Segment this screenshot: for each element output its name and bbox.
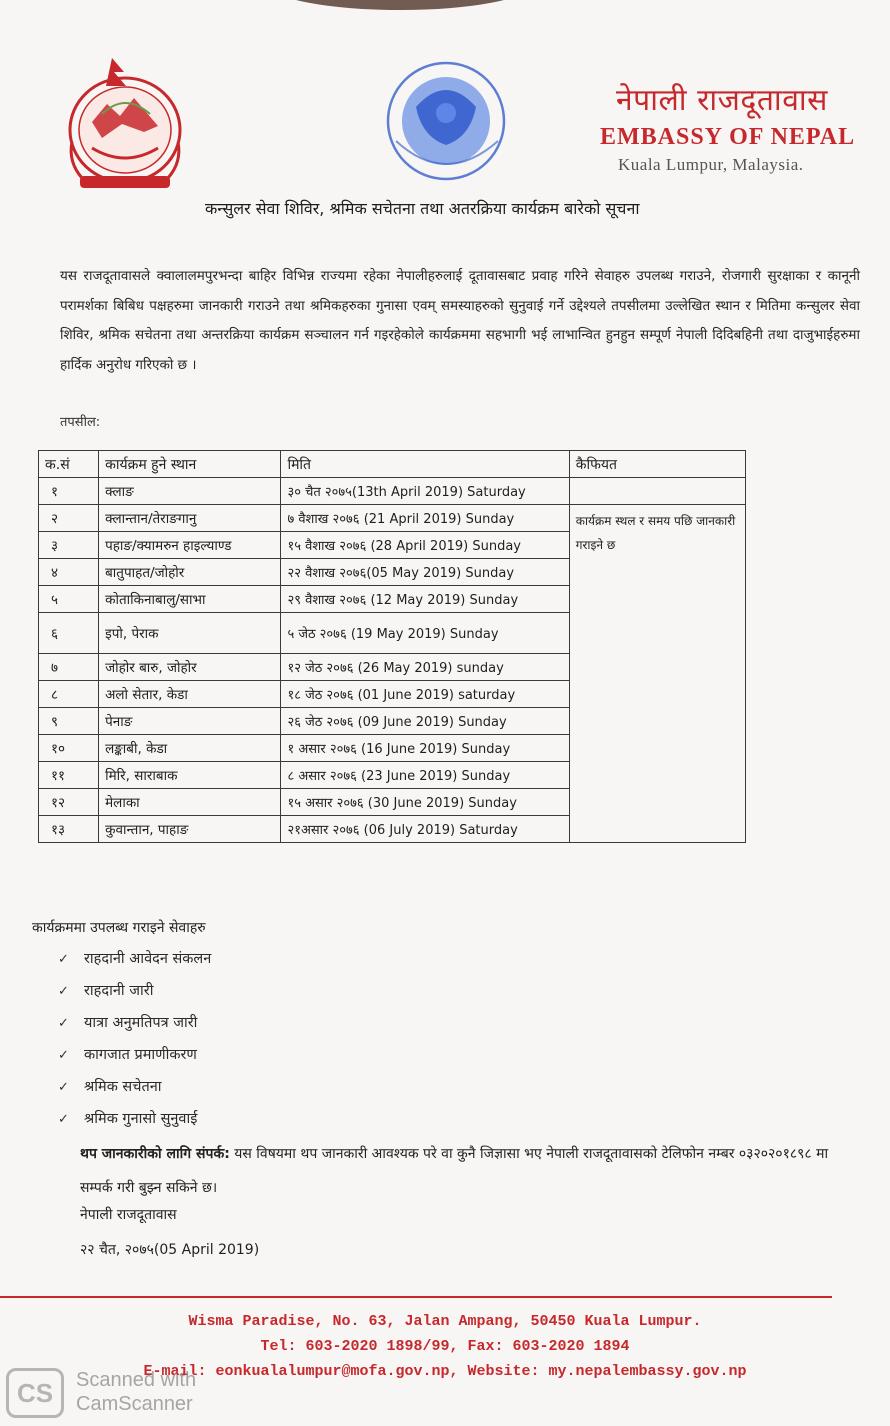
row-date: ८ असार २०७६ (23 June 2019) Sunday — [281, 762, 569, 789]
row-date: १८ जेठ २०७६ (01 June 2019) saturday — [281, 681, 569, 708]
checkmark-icon: ✓ — [58, 952, 69, 967]
row-date: २१असार २०७६ (06 July 2019) Saturday — [281, 816, 569, 843]
signature-name: नेपाली राजदूतावास — [80, 1207, 177, 1223]
row-date: ५ जेठ २०७६ (19 May 2019) Sunday — [281, 613, 569, 654]
row-place: मेलाका — [99, 789, 281, 816]
row-place: पहाङ/क्यामरुन हाइल्याण्ड — [99, 532, 281, 559]
row-serial: १२ — [39, 789, 99, 816]
row-place: इपो, पेराक — [99, 613, 281, 654]
intro-paragraph: यस राजदूतावासले क्वालालमपुरभन्दा बाहिर विभिन्न राज्यमा रहेका नेपालीहरुलाई दूतावासबाट प्रवाह गरिने सेवाहरु उपलब्ध गराउने, रोजगारी सुरक्षाका र कानूनी परामर्शका बिबिध पक्षहरुमा जानकारी गराउने तथा श्रमिकहरुका गुनासा एवम् समस्याहरुको सुनुवाई गर्ने उद्देश्यले तपसीलमा उल्लेखित स्थान र मितिमा कन्सुलर सेवा शिविर, श्रमिक सचेतना तथा अन्तरक्रिया कार्यक्रम सञ्चालन गर्न गइरहेकोले कार्यक्रममा सहभागी भई लाभान्वित हुनहुन सम्पूर्ण नेपाली दिदिबहिनी तथा दाजुभाईहरुमा हार्दिक अनुरोध गरिएको छ । — [60, 268, 860, 373]
row-serial: ६ — [39, 613, 99, 654]
row-serial: ११ — [39, 762, 99, 789]
checkmark-icon: ✓ — [58, 1048, 69, 1063]
camscanner-watermark — [76, 1368, 196, 1416]
table-row — [39, 478, 746, 505]
row-date: १ असार २०७६ (16 June 2019) Sunday — [281, 735, 569, 762]
row-date: ३० चैत २०७५(13th April 2019) Saturday — [281, 478, 569, 505]
footer-divider — [0, 1296, 832, 1298]
row-serial: ८ — [39, 681, 99, 708]
list-item — [58, 1108, 211, 1140]
services-list — [58, 948, 211, 1140]
row-serial: ७ — [39, 654, 99, 681]
service-label: राहदानी आवेदन संकलन — [84, 951, 212, 967]
service-label: श्रमिक गुनासो सुनुवाई — [84, 1111, 198, 1127]
embassy-name-english: EMBASSY OF NEPAL — [600, 124, 856, 150]
header-serial: क.सं — [39, 451, 99, 478]
service-label: राहदानी जारी — [84, 983, 154, 999]
row-place: अलो सेतार, केडा — [99, 681, 281, 708]
row-serial: २ — [39, 505, 99, 532]
row-date: ७ वैशाख २०७६ (21 April 2019) Sunday — [281, 505, 569, 532]
footer-address: Wisma Paradise, No. 63, Jalan Ampang, 50450 Kuala Lumpur. — [188, 1313, 702, 1330]
row-date: २२ वैशाख २०७६(05 May 2019) Sunday — [281, 559, 569, 586]
row-place: क्लान्तान/तेराङगानु — [99, 505, 281, 532]
table-header-row — [39, 451, 746, 478]
row-serial: ९ — [39, 708, 99, 735]
watermark-line-1: Scanned with — [76, 1369, 197, 1391]
row-serial: १३ — [39, 816, 99, 843]
signature-date: २२ चैत, २०७५(05 April 2019) — [80, 1242, 260, 1258]
service-label: कागजात प्रमाणीकरण — [84, 1047, 197, 1063]
contact-text: यस विषयमा थप जानकारी आवश्यक परे वा कुनै जिज्ञासा भए नेपाली राजदूतावासको टेलिफोन नम्बर ०३२०२०१८९८ मा सम्पर्क गरी बुझ्न सकिने छ। — [80, 1146, 829, 1196]
remarks-cell: कार्यक्रम स्थल र समय पछि जानकारी गराइने छ — [569, 505, 745, 843]
row-place: बातुपाहत/जोहोर — [99, 559, 281, 586]
footer-phone: Tel: 603-2020 1898/99, Fax: 603-2020 1894 — [260, 1338, 630, 1355]
row-date: २९ वैशाख २०७६ (12 May 2019) Sunday — [281, 586, 569, 613]
row-date: १२ जेठ २०७६ (26 May 2019) sunday — [281, 654, 569, 681]
watermark-line-2: CamScanner — [76, 1393, 193, 1415]
service-label: श्रमिक सचेतना — [84, 1079, 162, 1095]
list-item — [58, 1012, 211, 1044]
services-heading: कार्यक्रममा उपलब्ध गराइने सेवाहरु — [32, 920, 206, 936]
list-item — [58, 1044, 211, 1076]
header-place: कार्यक्रम हुने स्थान — [99, 451, 281, 478]
embassy-stamp-icon — [380, 55, 515, 185]
schedule-table — [38, 450, 746, 843]
row-date: २६ जेठ २०७६ (09 June 2019) Sunday — [281, 708, 569, 735]
row-serial: ३ — [39, 532, 99, 559]
checkmark-icon: ✓ — [58, 1016, 69, 1031]
table-row — [39, 505, 746, 532]
row-serial: १० — [39, 735, 99, 762]
camscanner-logo-icon: CS — [6, 1368, 64, 1418]
row-place: कोताकिनाबालु/साभा — [99, 586, 281, 613]
list-item — [58, 948, 211, 980]
row-date: १५ वैशाख २०७६ (28 April 2019) Sunday — [281, 532, 569, 559]
checkmark-icon: ✓ — [58, 1080, 69, 1095]
header-remarks: कैफियत — [569, 451, 745, 478]
row-remark-empty — [569, 478, 745, 505]
contact-label: थप जानकारीको लागि संपर्क: — [80, 1146, 230, 1162]
embassy-city: Kuala Lumpur, Malaysia. — [618, 155, 804, 174]
row-serial: ४ — [39, 559, 99, 586]
notice-title: कन्सुलर सेवा शिविर, श्रमिक सचेतना तथा अतरक्रिया कार्यक्रम बारेको सूचना — [205, 199, 640, 218]
embassy-name-nepali: नेपाली राजदूतावास — [616, 83, 828, 118]
checkmark-icon: ✓ — [58, 984, 69, 999]
scan-smudge — [270, 0, 530, 10]
row-place: क्लाङ — [99, 478, 281, 505]
row-serial: ५ — [39, 586, 99, 613]
row-date: १५ असार २०७६ (30 June 2019) Sunday — [281, 789, 569, 816]
row-place: पेनाङ — [99, 708, 281, 735]
nepal-emblem-icon — [62, 52, 188, 194]
list-item — [58, 1076, 211, 1108]
row-place: कुवान्तान, पाहाङ — [99, 816, 281, 843]
list-item — [58, 980, 211, 1012]
details-label: तपसील: — [60, 415, 101, 430]
row-place: लङ्काबी, केडा — [99, 735, 281, 762]
row-place: जोहोर बारु, जोहोर — [99, 654, 281, 681]
contact-paragraph — [80, 1137, 860, 1205]
checkmark-icon: ✓ — [58, 1112, 69, 1127]
row-place: मिरि, साराबाक — [99, 762, 281, 789]
row-serial: १ — [39, 478, 99, 505]
header-date: मिति — [281, 451, 569, 478]
footer-email-website: E-mail: eonkualalumpur@mofa.gov.np, Website: my.nepalembassy.gov.np — [143, 1363, 747, 1380]
service-label: यात्रा अनुमतिपत्र जारी — [84, 1015, 198, 1031]
